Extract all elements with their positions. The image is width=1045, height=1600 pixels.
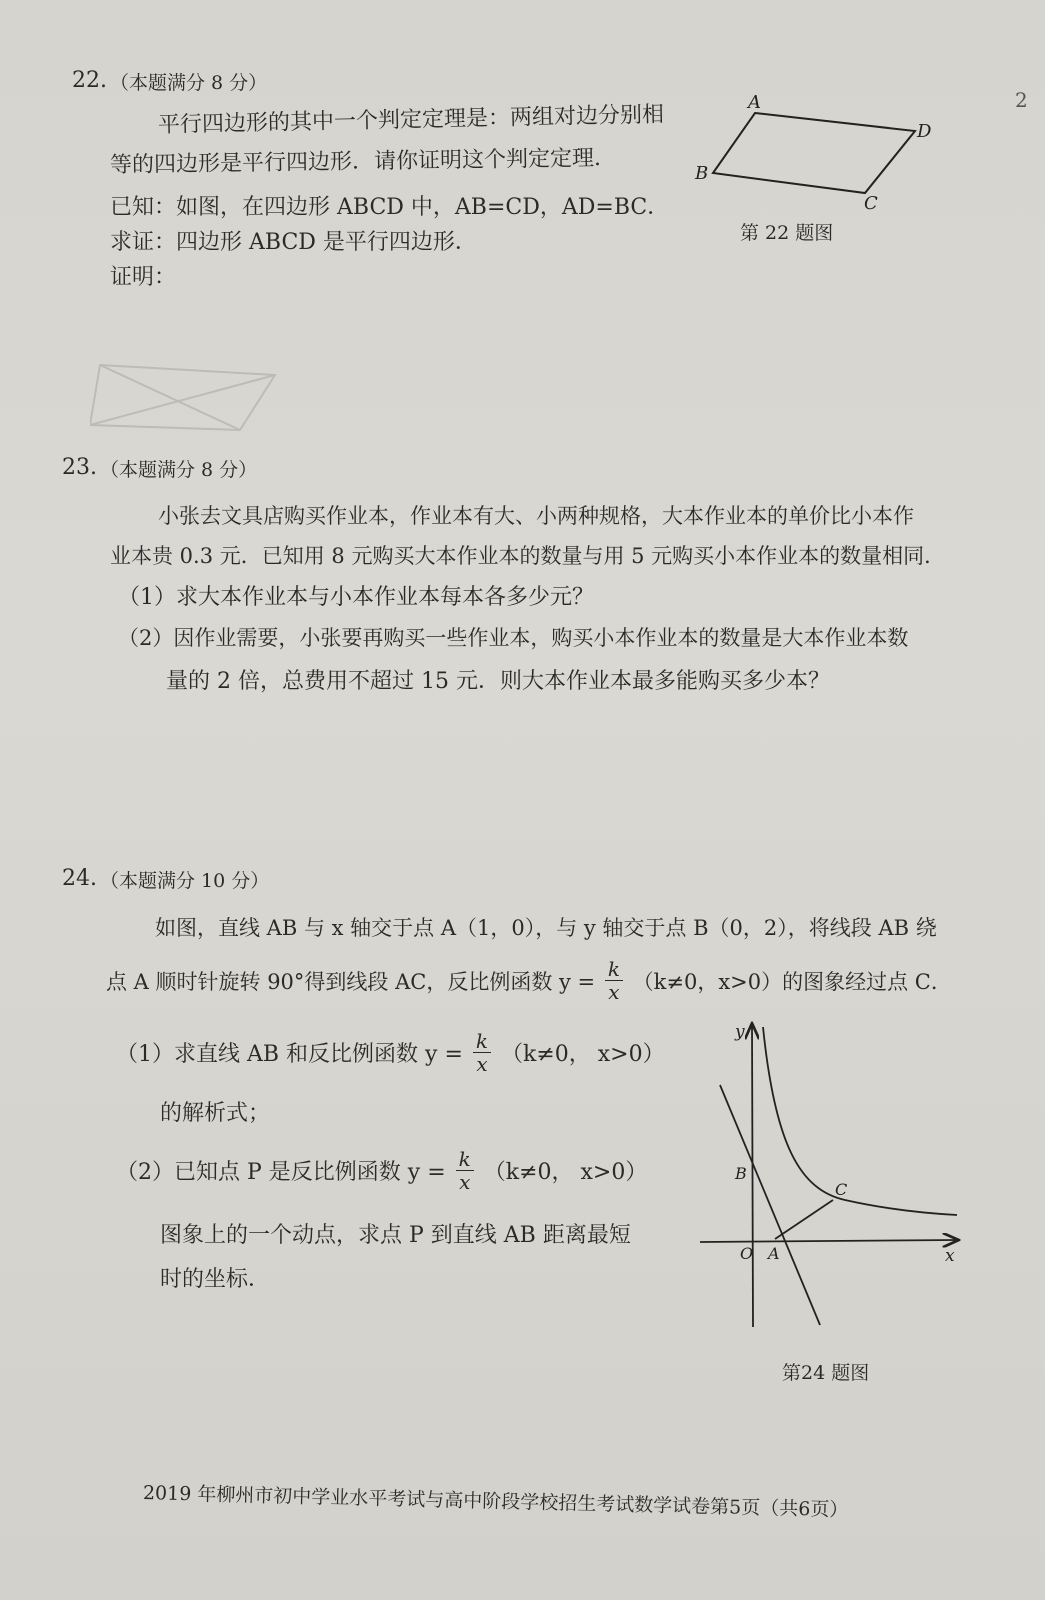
q22-given: 已知：如图，在四边形 ABCD 中，AB=CD，AD=BC． xyxy=(110,195,670,220)
hyperbola-curve xyxy=(763,1027,957,1215)
q24-part1-fraction xyxy=(473,1030,491,1075)
q23-part1: （1）求大本作业本与小本作业本每本各多少元？ xyxy=(118,585,594,610)
q22-line2: 等的四边形是平行四边形．请你证明这个判定定理． xyxy=(109,145,617,178)
line-ab xyxy=(720,1085,820,1325)
q22-proof-label: 证明： xyxy=(110,265,177,290)
point-c-label: C xyxy=(835,1180,848,1199)
fraction-numerator: k xyxy=(605,958,623,981)
q24-line2-fraction xyxy=(605,958,623,1003)
vertex-c-label: C xyxy=(864,193,878,214)
q24-line2 xyxy=(106,958,952,1003)
q24-part1-pre: （1）求直线 AB 和反比例函数 y = xyxy=(116,1042,463,1067)
parallelogram-abcd xyxy=(713,113,915,193)
q24-part1 xyxy=(116,1030,665,1075)
vertex-a-label: A xyxy=(748,95,761,113)
x-axis xyxy=(700,1240,957,1242)
vertex-b-label: B xyxy=(695,163,709,184)
q24-line1: 如图，直线 AB 与 x 轴交于点 A（1，0），与 y 轴交于点 B（0，2），将线段 AB 绕 xyxy=(155,916,937,940)
fraction-numerator: k xyxy=(456,1148,474,1171)
q23-part2-line1: （2）因作业需要，小张要再购买一些作业本，购买小本作业本的数量是大本作业本数 xyxy=(118,626,909,650)
q24-number: 24. xyxy=(62,866,97,891)
q24-part2-line3: 时的坐标． xyxy=(160,1267,271,1292)
margin-mark: 2 xyxy=(1015,88,1028,112)
q24-figure-caption: 第24 题图 xyxy=(782,1362,870,1384)
q24-line2-pre: 点 A 顺时针旋转 90°得到线段 AC，反比例函数 y = xyxy=(106,969,596,994)
q22-number: 22. xyxy=(72,68,107,93)
q24-part2-pre: （2）已知点 P 是反比例函数 y = xyxy=(116,1160,446,1185)
q24-part2-line2: 图象上的一个动点，求点 P 到直线 AB 距离最短 xyxy=(160,1223,631,1248)
q24-part1-post: （k≠0， x>0） xyxy=(501,1042,665,1067)
fraction-denominator: x xyxy=(608,980,620,1004)
q24-part2-fraction xyxy=(456,1148,474,1193)
page-footer: 2019 年柳州市初中学业水平考试与高中阶段学校招生考试数学试卷第5页（共6页） xyxy=(142,1482,849,1522)
q23-part2-line2: 量的 2 倍，总费用不超过 15 元．则大本作业本最多能购买多少本？ xyxy=(166,669,830,694)
q23-number: 23. xyxy=(62,455,97,480)
x-axis-label: x xyxy=(945,1246,955,1266)
point-b-label: B xyxy=(735,1164,747,1183)
point-a-label: A xyxy=(768,1244,780,1263)
q23-line1: 小张去文具店购买作业本，作业本有大、小两种规格，大本作业本的单价比小本作 xyxy=(158,504,914,528)
bleed-through-sketch xyxy=(90,355,290,445)
q22-line1: 平行四边形的其中一个判定定理是：两组对边分别相 xyxy=(157,102,665,138)
q24-part2-post: （k≠0， x>0） xyxy=(483,1160,648,1185)
fraction-numerator: k xyxy=(473,1030,491,1053)
q24-line2-post: （k≠0，x>0）的图象经过点 C． xyxy=(632,969,952,994)
fraction-denominator: x xyxy=(476,1052,488,1076)
q24-coordinate-figure xyxy=(695,1015,975,1345)
fraction-denominator: x xyxy=(459,1170,471,1194)
segment-ac xyxy=(775,1200,833,1239)
q24-part1-line2: 的解析式； xyxy=(160,1101,271,1126)
q23-line2: 业本贵 0.3 元．已知用 8 元购买大本作业本的数量与用 5 元购买小本作业本的数量相同． xyxy=(110,544,946,568)
q22-points: （本题满分 8 分） xyxy=(110,72,268,94)
q22-figure-caption: 第 22 题图 xyxy=(740,222,834,244)
origin-label: O xyxy=(740,1244,754,1263)
y-axis xyxy=(752,1025,753,1327)
q22-parallelogram-figure xyxy=(690,95,940,215)
q24-part2 xyxy=(116,1148,647,1193)
q23-points: （本题满分 8 分） xyxy=(100,459,258,481)
q22-prove: 求证：四边形 ABCD 是平行四边形． xyxy=(110,230,477,255)
q24-points: （本题满分 10 分） xyxy=(100,870,270,892)
vertex-d-label: D xyxy=(917,121,932,142)
y-axis-label: y xyxy=(735,1022,745,1042)
